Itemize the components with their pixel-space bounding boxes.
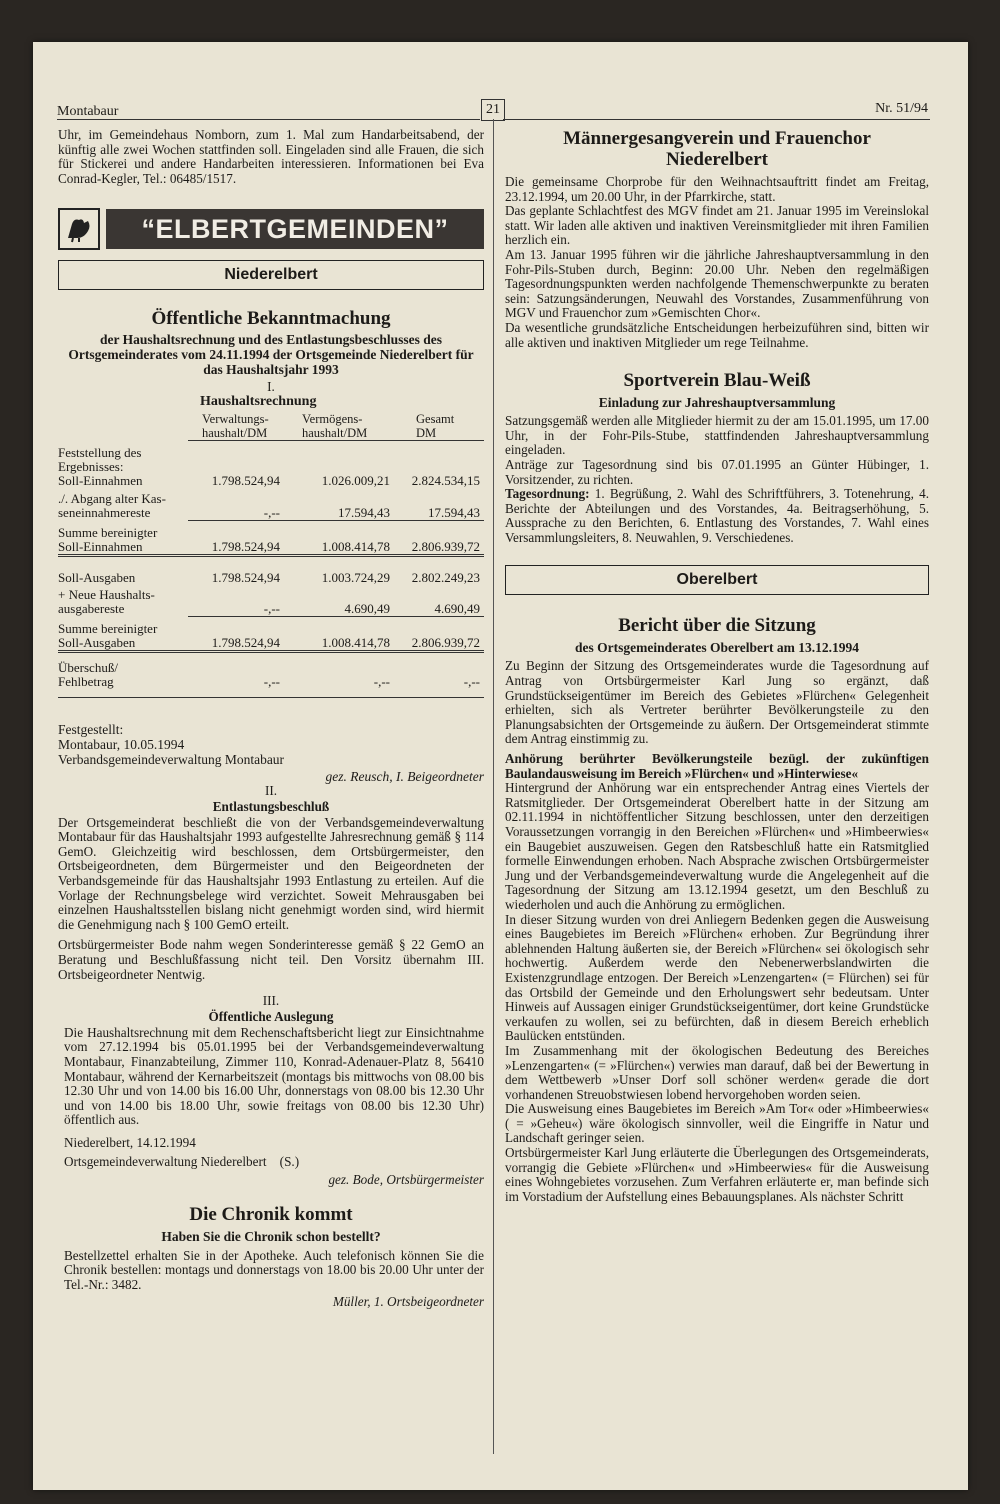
sv-paragraph-2: Anträge zur Tagesordnung sind bis 07.01.1995 an Günter Hübinger, 1. Vorsitzender, zu richten. — [505, 456, 929, 487]
part1-number: I. — [267, 379, 275, 395]
section-box-oberelbert: Oberelbert — [505, 565, 929, 595]
table-row: + Neue Haushalts- ausgabereste -,-- 4.690,49 4.690,49 — [58, 587, 480, 617]
banner-title: “ELBERTGEMEINDEN” — [106, 209, 484, 249]
place-date-2: Niederelbert, 14.12.1994 — [64, 1134, 196, 1150]
sv-title: Sportverein Blau-Weiß — [623, 370, 811, 392]
bericht-title: Bericht über die Sitzung — [618, 615, 816, 637]
org-2: Ortsgemeindeverwaltung Niederelbert (S.) — [64, 1153, 300, 1169]
part1-title: Haushaltsrechnung — [200, 393, 317, 409]
fest-org: Verbandsgemeindeverwaltung Montabaur — [58, 752, 285, 768]
table-row: Summe bereinigter Soll-Ausgaben 1.798.524,94 1.008.414,78 2.806.939,72 — [58, 616, 484, 652]
header-place: Montabaur — [57, 104, 119, 119]
table-row: Feststellung des Ergebnisses: — [58, 445, 142, 475]
fest-label: Festgestellt: — [58, 722, 124, 738]
rooster-icon — [58, 208, 100, 250]
sv-paragraph-1: Satzungsgemäß werden alle Mitglieder hiermit zu der am 15.01.1995, um 17.00 Uhr, in der Fohr-Pils-Stube, stattfindenden Jahreshauptversammlung eingeladen. — [505, 413, 929, 458]
notice-title: Öffentliche Bekanntmachung — [151, 308, 391, 330]
mgv-title: Männergesangverein und Frauenchor Niederelbert — [563, 128, 871, 170]
agenda-label: Tagesordnung: — [505, 486, 590, 502]
bericht-paragraph-2: Hintergrund der Anhörung war ein entsprechender Antrag eines Viertels der Ratsmitglieder. Der Ortsgemeinderat Oberelbert hatte in der Sitzung am 02.11.1994 in nichtöffentlicher Sitzung beschlossen, unter den derzeitigen Voraussetzungen vorrangig in den Bereichen »Flürchen« und »Himbeerwies« ein Baugebiet auszuweisen. Gegen den Ratsbeschluß hatte ein Ratsmitglied formelle Einwendungen erhoben. Nach Absprache zwischen Ortsbürgermeister Jung und der Verbandsgemeindeverwaltung wurde die Angelegenheit auf die Tagesordnung der Sitzung am 13.12.1994 gesetzt, um den Beschluß zu wiederholen und auch die Anhörung zu ermöglichen. — [505, 780, 929, 912]
part2-number: II. — [264, 783, 278, 799]
budget-table — [58, 412, 484, 699]
chronik-signature: Müller, 1. Ortsbeigeordneter — [332, 1293, 484, 1309]
table-row: Soll-Ausgaben 1.798.524,94 1.003.724,29 2.802.249,23 — [58, 556, 484, 586]
bericht-subtitle: des Ortsgemeinderates Oberelbert am 13.12.1994 — [575, 640, 859, 656]
bericht-paragraph-6: Ortsbürgermeister Karl Jung erläuterte die Überlegungen des Ortsgemeinderats, vorrangig die Gebiete »Flürchen« und »Himbeerwies« für die Ausweisung eines Wohngebietes vorzusehen. Zum Verfahren erläuterte er, man befinde sich im Vorstadium der Aufstellung eines Bebauungsplanes. Als nächster Schritt — [505, 1145, 929, 1204]
elbertgemeinden-banner — [58, 208, 484, 250]
left-column — [58, 128, 484, 1309]
table-row: ./. Abgang alter Kas- seneinnahmereste -,-- 17.594,43 17.594,43 — [58, 491, 480, 521]
table-row: Summe bereinigter Soll-Einnahmen 1.798.524,94 1.008.414,78 2.806.939,72 — [58, 520, 484, 556]
mgv-paragraph-2: Das geplante Schlachtfest des MGV findet am 21. Januar 1995 im Vereinslokal statt. Wir laden alle aktiven und inaktiven Vereinsmitglieder mit ihren Familien herzlich ein. — [505, 203, 929, 248]
chronik-paragraph: Bestellzettel erhalten Sie in der Apotheke. Auch telefonisch können Sie die Chronik bestellen: montags und donnerstags von 18.00 bis 20.00 Uhr unter der Tel.-Nr.: 3482. — [64, 1247, 484, 1292]
issue-number: Nr. 51/94 — [875, 101, 928, 116]
part2-paragraph-1: Der Ortsgemeinderat beschließt die von der Verbandsgemeindeverwaltung Montabaur für das Haushaltsjahr 1993 aufgestellte Jahresrechnung gemäß § 114 GemO. Gleichzeitig wird beschlossen, dem Ortsbürgermeister, den Ortsbeigeordneten, dem Bürgermeister und den Beigeordneten der Verbandsgemeinde für das Haushaltsjahr 1993 Entlastung zu erteilen. Auf die Vorlage der Rechnungsbelege wird verzichtet. Soweit Mehrausgaben bei einzelnen Haushaltsstellen bislang nicht genehmigt worden sind, wird hiermit die Genehmigung nach § 100 GemO erteilt. — [58, 814, 484, 932]
header-rule-right — [503, 119, 930, 120]
column-divider — [493, 119, 494, 1454]
chronik-subtitle: Haben Sie die Chronik schon bestellt? — [161, 1228, 381, 1244]
part3-number: III. — [262, 993, 280, 1009]
agenda-text: 1. Begrüßung, 2. Wahl des Schriftführers, 3. Totenehrung, 4. Berichte der Abteilungen und des Vorstandes, 4a. Beitragserhöhung, 5. Aussprache zu den Berichten, 6. Entlastung des Vorstandes, 7. Wahl eines Versammlungsleiters, 8. Neuwahlen, 9. Verschiedenes. — [505, 486, 929, 545]
sv-paragraph-3 — [505, 487, 929, 545]
mgv-paragraph-1: Die gemeinsame Chorprobe für den Weihnachtsauftritt findet am Freitag, 23.12.1994, um 20.00 Uhr, in der Pfarrkirche, statt. — [505, 174, 929, 204]
bericht-paragraph-4: Im Zusammenhang mit der ökologischen Bedeutung des Bereiches »Lenzengarten« (= »Flürchen«) verwies man darauf, daß bei der Bewertung in dem Wettbewerb »Unser Dorf soll schöner werden« gerade die dort vorhandenen Streuobstwiesen lobend hervorgehoben worden seien. — [505, 1042, 929, 1102]
mgv-paragraph-3: Am 13. Januar 1995 führen wir die jährliche Jahreshauptversammlung in den Fohr-Pils-Stuben durch, Beginn: 20.00 Uhr. Neben den regelmäßigen Tagesordnungspunkten werden nachfolgende Themenschwerpunkte zu beraten sein: Satzungsänderungen, Neuwahl des Vorstandes, Zusammenführung von MGV und Frauenchor zum »Gemischten Chor«. — [505, 246, 929, 321]
part3-title: Öffentliche Auslegung — [208, 1008, 334, 1024]
fest-place-date: Montabaur, 10.05.1994 — [58, 737, 185, 753]
bericht-paragraph-1: Zu Beginn der Sitzung des Ortsgemeinderates wurde die Tagesordnung auf Antrag von Ortsbürgermeister Karl Jung so ergänzt, daß Grundstückseigentümer im Bereich des Gebietes »Flürchen« Gelegenheit erhielten, sich als Vertreter berührter Bevölkerungsteile zu den Planungsabsichten der Ortsgemeinde zu äußern. Der Ortsgemeinderat stimmte dem Antrag einstimmig zu. — [505, 658, 929, 747]
notice-subtitle: der Haushaltsrechnung und des Entlastungsbeschlusses des Ortsgemeinderates vom 24.11.1994 der Ortsgemeinde Niederelbert für das Haushaltsjahr 1993 — [68, 332, 474, 378]
fest-signature: gez. Reusch, I. Beigeordneter — [325, 769, 484, 785]
section-box-niederelbert: Niederelbert — [58, 260, 484, 290]
col-header-vermoegen: Vermögens- haushalt/DM — [284, 412, 394, 441]
sv-subtitle: Einladung zur Jahreshauptversammlung — [598, 395, 836, 411]
table-row: Soll-Einnahmen 1.798.524,94 1.026.009,21 2.824.534,15 — [58, 473, 480, 489]
part2-title: Entlastungsbeschluß — [212, 798, 330, 814]
part2-paragraph-2: Ortsbürgermeister Bode nahm wegen Sonderinteresse gemäß § 22 GemO an Beratung und Beschlußfassung nicht teil. Den Vorsitz übernahm III. Ortsbeigeordneter Nentwig. — [58, 937, 484, 982]
header-rule-left — [57, 119, 480, 120]
right-column — [505, 128, 929, 1204]
bericht-heading: Anhörung berührter Bevölkerungsteile bezügl. der zukünftigen Baulandausweisung im Bereich »Flürchen« und »Hinterwiese« — [505, 751, 929, 781]
chronik-title: Die Chronik kommt — [189, 1203, 353, 1225]
bericht-paragraph-3: In dieser Sitzung wurden von drei Anliegern Bedenken gegen die Ausweisung eines Baugebietes im Bereich »Flürchen« erhoben. Zur Begründung ihrer ablehnenden Haltung äußerten sie, der Bereich »Flürchen« sei ökologisch sehr hochwertig. Außerdem werde den Nebenerwerbslandwirten die Existenzgrundlage entzogen. Der Bereich »Lenzengarten« (= Flürchen) sei für das Ortsbild der Gemeinde und den Erholungswert sehr bedeutsam. Unter Hinweis auf Aussagen einiger Grundstückseigentümer, dort keine Grundstücke verkaufen zu wollen, sei zu befürchten, daß in diesem Bereich erheblich Baulücken entstünden. — [505, 911, 929, 1044]
mgv-paragraph-4: Da wesentliche grundsätzliche Entscheidungen herbeizuführen sind, bitten wir alle aktiven und inaktiven Mitglieder um rege Teilnahme. — [505, 319, 929, 350]
part3-paragraph: Die Haushaltsrechnung mit dem Rechenschaftsbericht liegt zur Einsichtnahme vom 27.12.1994 bis 05.01.1995 bei der Verbandsgemeindeverwaltung Montabaur, Finanzabteilung, Zimmer 110, Konrad-Adenauer-Platz 8, 56410 Montabaur, während der Kernarbeitszeit (montags bis mittwochs von 08.00 bis 12.30 Uhr und von 14.00 bis 16.00 Uhr, donnerstags von 08.00 bis 12.30 Uhr und von 14.00 bis 18.00 Uhr, sowie freitags von 08.00 bis 12.30 Uhr) öffentlich aus. — [64, 1024, 484, 1128]
intro-paragraph: Uhr, im Gemeindehaus Nomborn, zum 1. Mal zum Handarbeitsabend, der künftig alle zwei Wochen stattfinden soll. Eingeladen sind alle Frauen, die sich für Stickerei und andere Handarbeiten interessieren. Informationen bei Eva Conrad-Kegler, Tel.: 06485/1517. — [58, 127, 484, 186]
table-row: Überschuß/ Fehlbetrag -,-- -,-- -,-- — [58, 652, 484, 690]
page-number: 21 — [481, 99, 505, 121]
bericht-paragraph-5: Die Ausweisung eines Baugebietes im Bereich »Am Tor« oder »Himbeerwies« ( = »Geheu«) wäre ökologisch sinnvoller, weil die Eingriffe in Natur und Landschaft geringer seien. — [505, 1101, 929, 1146]
col-header-verwaltung: Verwaltungs- haushalt/DM — [188, 412, 284, 441]
col-header-gesamt: Gesamt DM — [394, 412, 484, 441]
signature-2: gez. Bode, Ortsbürgermeister — [328, 1172, 484, 1188]
